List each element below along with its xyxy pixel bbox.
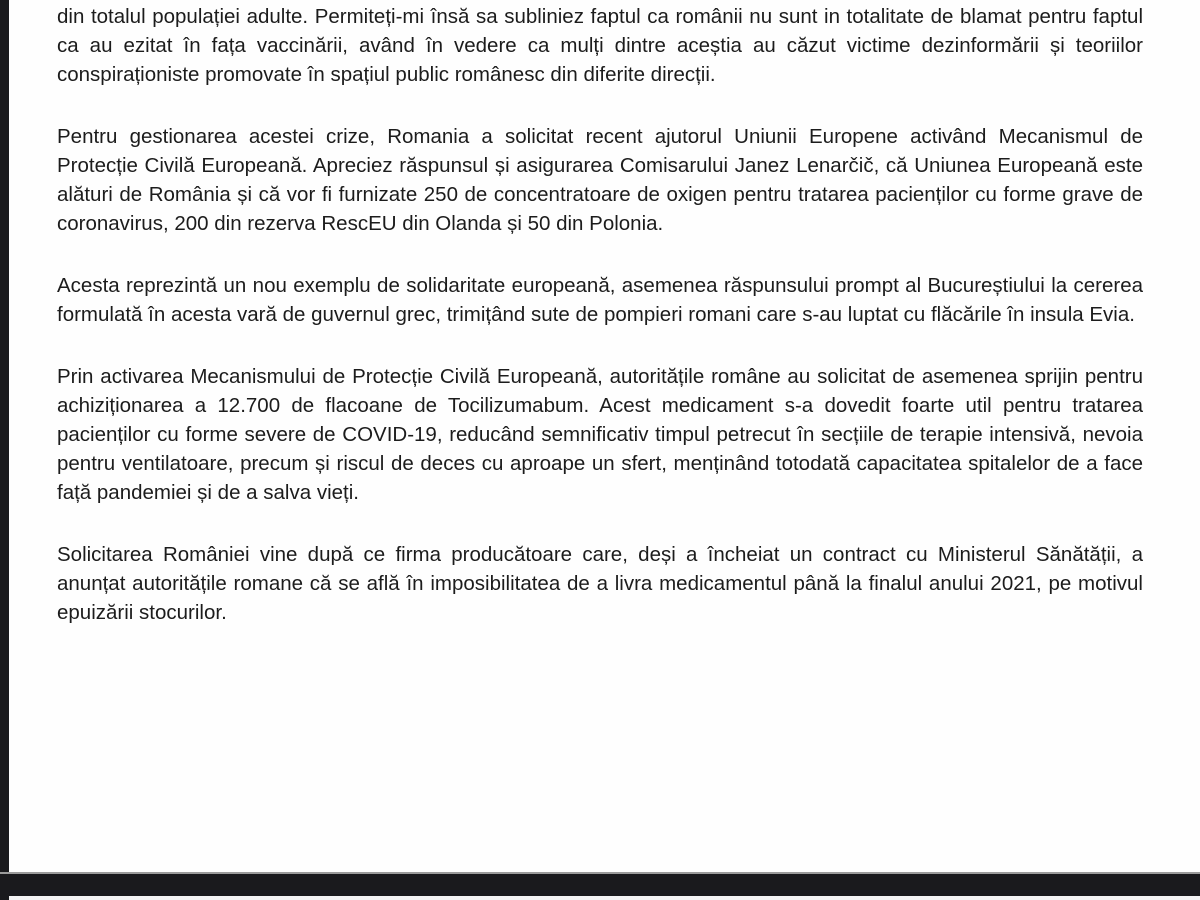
bottom-frame-bar <box>0 872 1200 896</box>
paragraph-3: Acesta reprezintă un nou exemplu de solidaritate europeană, asemenea răspunsului prompt al Bucureștiului la cererea formulată în acesta vară de guvernul grec, trimițând sute de pompieri romani care s-au luptat cu flăcările în insula Evia. <box>57 274 1143 326</box>
paragraph-1: din totalul populației adulte. Permiteți-mi însă sa subliniez faptul ca românii nu sunt in totalitate de blamat pentru faptul ca au ezitat în fața vaccinării, având în vedere ca mulți dintre aceștia au căzut victime dezinformării și teoriilor conspiraționiste promovate în spațiul public românesc din diferite direcții. <box>57 5 1143 86</box>
document-text-block <box>57 2 1143 660</box>
left-frame-bar <box>0 0 9 900</box>
paragraph-4: Prin activarea Mecanismului de Protecție Civilă Europeană, autoritățile române au solicitat de asemenea sprijin pentru achiziționarea a 12.700 de flacoane de Tocilizumabum. Acest medicament s-a dovedit foarte util pentru tratarea pacienților cu forme severe de COVID-19, reducând semnificativ timpul petrecut în secțiile de terapie intensivă, nevoia pentru ventilatoare, precum și riscul de deces cu aproape un sfert, menținând totodată capacitatea spitalelor de a face față pandemiei și de a salva vieți. <box>57 365 1143 504</box>
below-bar-strip <box>9 896 1200 900</box>
paragraph-2: Pentru gestionarea acestei crize, Romania a solicitat recent ajutorul Uniunii Europene activând Mecanismul de Protecție Civilă Europeană. Apreciez răspunsul și asigurarea Comisarului Janez Lenarčič, că Uniunea Europeană este alături de România și că vor fi furnizate 250 de concentratoare de oxigen pentru tratarea pacienților cu forme grave de coronavirus, 200 din rezerva RescEU din Olanda și 50 din Polonia. <box>57 125 1143 235</box>
paragraph-5: Solicitarea României vine după ce firma producătoare care, deși a încheiat un contract cu Ministerul Sănătății, a anunțat autoritățile romane că se află în imposibilitatea de a livra medicamentul până la finalul anului 2021, pe motivul epuizării stocurilor. <box>57 543 1143 624</box>
